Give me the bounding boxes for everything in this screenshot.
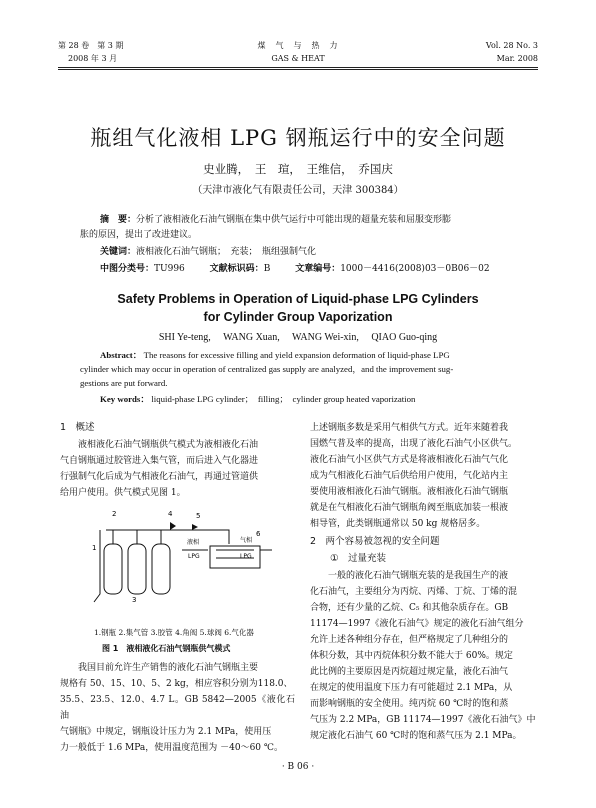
- text-line: 体积分数，其中丙烷体积分数不能大于 60%。规定: [310, 651, 513, 661]
- text-line: 化石油气，主要组分为丙烷、丙烯、丁烷、丁烯的混: [310, 587, 518, 597]
- text-line: 规格有 50、15、10、5、2 kg，相应容积分别为118.0、: [60, 679, 293, 689]
- text-line: 液化石油气小区供气方式是将液相液化石油气气化: [310, 455, 509, 465]
- figure-label-lpg-2: LPG: [240, 553, 252, 560]
- article-no-value: 1000－4416(2008)03－0B06－02: [340, 264, 490, 274]
- right-paragraph-1: [310, 420, 540, 532]
- figure-1-caption: 图 1 液相液化石油气钢瓶供气模式: [102, 644, 231, 653]
- header-volume-issue-en: Vol. 28 No. 3: [485, 41, 538, 50]
- text-line: 气钢瓶》中规定，钢瓶设计压力为 2.1 MPa，使用压: [60, 727, 272, 737]
- figure-label-liquid: 液相: [187, 539, 200, 546]
- text-line: 就是在气相液化石油气钢瓶角阀至瓶底加装一根液: [310, 503, 509, 513]
- vaporizer: [210, 546, 260, 568]
- clc-label: 中图分类号：: [100, 264, 155, 274]
- left-paragraph-1: [60, 437, 295, 501]
- text-line: 行强制气化后成为气相液化石油气，再通过管道供: [60, 472, 259, 482]
- article-no-label: 文章编号：: [295, 264, 341, 274]
- keywords-cn: [100, 245, 316, 260]
- text-line: 允许上述各种组分存在，但严格规定了几种组分的: [310, 635, 509, 645]
- text-line: 而影响钢瓶的安全使用。纯丙烷 60 ℃时的饱和蒸: [310, 699, 509, 709]
- cylinder-3: [152, 544, 170, 594]
- figure-number-6: 6: [256, 530, 261, 538]
- figure-label-gas: 气相: [240, 537, 253, 544]
- text-line: 给用户使用。供气模式见图 1。: [60, 488, 186, 498]
- text-line: 成为气相液化石油气后供给用户使用，气化站内主: [310, 471, 509, 481]
- figure-number-4: 4: [168, 510, 173, 518]
- text-line: 国燃气普及率的提高，出现了液化石油气小区供气。: [310, 439, 518, 449]
- angle-valve: [170, 522, 176, 530]
- keywords-en: [100, 392, 415, 406]
- figure-1-diagram: [84, 502, 274, 612]
- cylinder-2: [128, 544, 146, 594]
- header-rule: [58, 67, 538, 68]
- keywords-cn-value: 液相液化石油气钢瓶； 充装； 瓶组强制气化: [136, 247, 317, 257]
- ball-valve: [192, 524, 198, 530]
- text-line: 35.5、23.5、12.0、4.7 L。GB 5842—2005《液化石油: [60, 695, 295, 721]
- subsection-1-heading: ① 过量充装: [330, 553, 387, 564]
- text-line: 在规定的使用温度下压力有可能超过 2.1 MPa，从: [310, 683, 513, 693]
- abstract-en-label: Abstract：: [100, 350, 142, 360]
- text-line: 11174—1997《液化石油气》规定的液化石油气组分: [310, 619, 524, 629]
- header-journal-cn: 煤 气 与 热 力: [257, 41, 339, 50]
- text-line: 力一般低于 1.6 MPa，使用温度范围为 －40～60 ℃。: [60, 743, 283, 753]
- text-line: 要使用液相液化石油气钢瓶。液相液化石油气钢瓶: [310, 487, 509, 497]
- abstract-en-line-1: The reasons for excessive filling and yield expansion deformation of liquid-phase LPG: [143, 350, 450, 360]
- figure-number-5: 5: [196, 512, 201, 520]
- cylinder-group: [104, 530, 170, 594]
- abstract-en-line-2: cylinder which may occur in operation of centralized gas supply are analyzed，and the improvement sug-: [80, 364, 454, 374]
- header-date-en: Mar. 2008: [496, 54, 538, 63]
- keywords-label: 关键词：: [100, 247, 137, 257]
- authors-cn: 史业腾， 王 瑄， 王维信， 乔国庆: [203, 162, 393, 176]
- figure-number-3: 3: [132, 596, 137, 604]
- article-title-en-line-2: for Cylinder Group Vaporization: [203, 310, 393, 324]
- text-line: 液相液化石油气钢瓶供气模式为液相液化石油: [78, 440, 259, 450]
- text-line: 一般的液化石油气钢瓶充装的是我国生产的液: [328, 571, 509, 581]
- authors-en: SHI Ye-teng, WANG Xuan, WANG Wei-xin, QIAO Guo-qing: [158, 332, 438, 343]
- text-line: 合物，还有少量的乙烷、C₅ 和其他杂质存在。GB: [310, 603, 509, 613]
- valves: [170, 522, 198, 530]
- page-number: · B 06 ·: [281, 762, 315, 772]
- cylinder-1: [104, 544, 122, 594]
- abstract-label: 摘 要：: [100, 215, 137, 225]
- abstract-en: [100, 348, 540, 362]
- doc-code-label: 文献标识码：: [209, 264, 264, 274]
- section-1-heading: 1 概述: [60, 422, 95, 433]
- abstract-cn: [100, 213, 540, 228]
- header-date-cn: 2008 年 3 月: [68, 54, 118, 63]
- figure-label-lpg-1: LPG: [188, 553, 200, 560]
- text-line: 我国目前允许生产销售的液化石油气钢瓶主要: [78, 663, 259, 673]
- abstract-cn-line-2: 胀的原因，提出了改进建议。: [80, 230, 198, 240]
- abstract-en-line-3: gestions are put forward.: [80, 378, 168, 388]
- abstract-cn-line-1: 分析了液相液化石油气钢瓶在集中供气运行中可能出现的超量充装和屈服变形膨: [136, 215, 452, 225]
- section-2-heading: 2 两个容易被忽视的安全问题: [310, 536, 440, 547]
- text-line: 此比例的主要原因是丙烷超过规定量，液化石油气: [310, 667, 509, 677]
- article-title-cn: 瓶组气化液相 LPG 钢瓶运行中的安全问题: [90, 126, 506, 150]
- text-line: 规定液化石油气 60 ℃时的饱和蒸气压为 2.1 MPa。: [310, 731, 522, 741]
- doc-code-value: B: [263, 264, 271, 274]
- affiliation-cn: （天津市液化气有限责任公司，天津 300384）: [192, 185, 404, 196]
- classification-line: [100, 262, 490, 277]
- header-volume-issue-cn: 第 28 卷 第 3 期: [58, 41, 124, 50]
- clc-value: TU996: [154, 264, 185, 274]
- header-rule-2: [58, 69, 538, 70]
- left-paragraph-2: [60, 660, 295, 756]
- text-line: 气自钢瓶通过胶管进入集气管，而后进入气化器进: [60, 456, 259, 466]
- figure-1-legend: 1.钢瓶 2.集气管 3.胶管 4.角阀 5.球阀 6.气化器: [94, 628, 254, 637]
- figure-number-1: 1: [92, 544, 97, 552]
- article-title-en-line-1: Safety Problems in Operation of Liquid-phase LPG Cylinders: [117, 292, 479, 306]
- text-line: 相导管，此类钢瓶通常以 50 kg 规格居多。: [310, 519, 486, 529]
- keywords-en-value: liquid-phase LPG cylinder； filling； cylinder group heated vaporization: [151, 394, 416, 404]
- text-line: 上述钢瓶多数是采用气相供气方式。近年来随着我: [310, 423, 509, 433]
- figure-number-2: 2: [112, 510, 117, 518]
- header-journal-en: GAS & HEAT: [271, 54, 325, 63]
- right-paragraph-2: [310, 568, 540, 744]
- text-line: 气压为 2.2 MPa，GB 11174—1997《液化石油气》中: [310, 715, 536, 725]
- keywords-en-label: Key words：: [100, 394, 150, 404]
